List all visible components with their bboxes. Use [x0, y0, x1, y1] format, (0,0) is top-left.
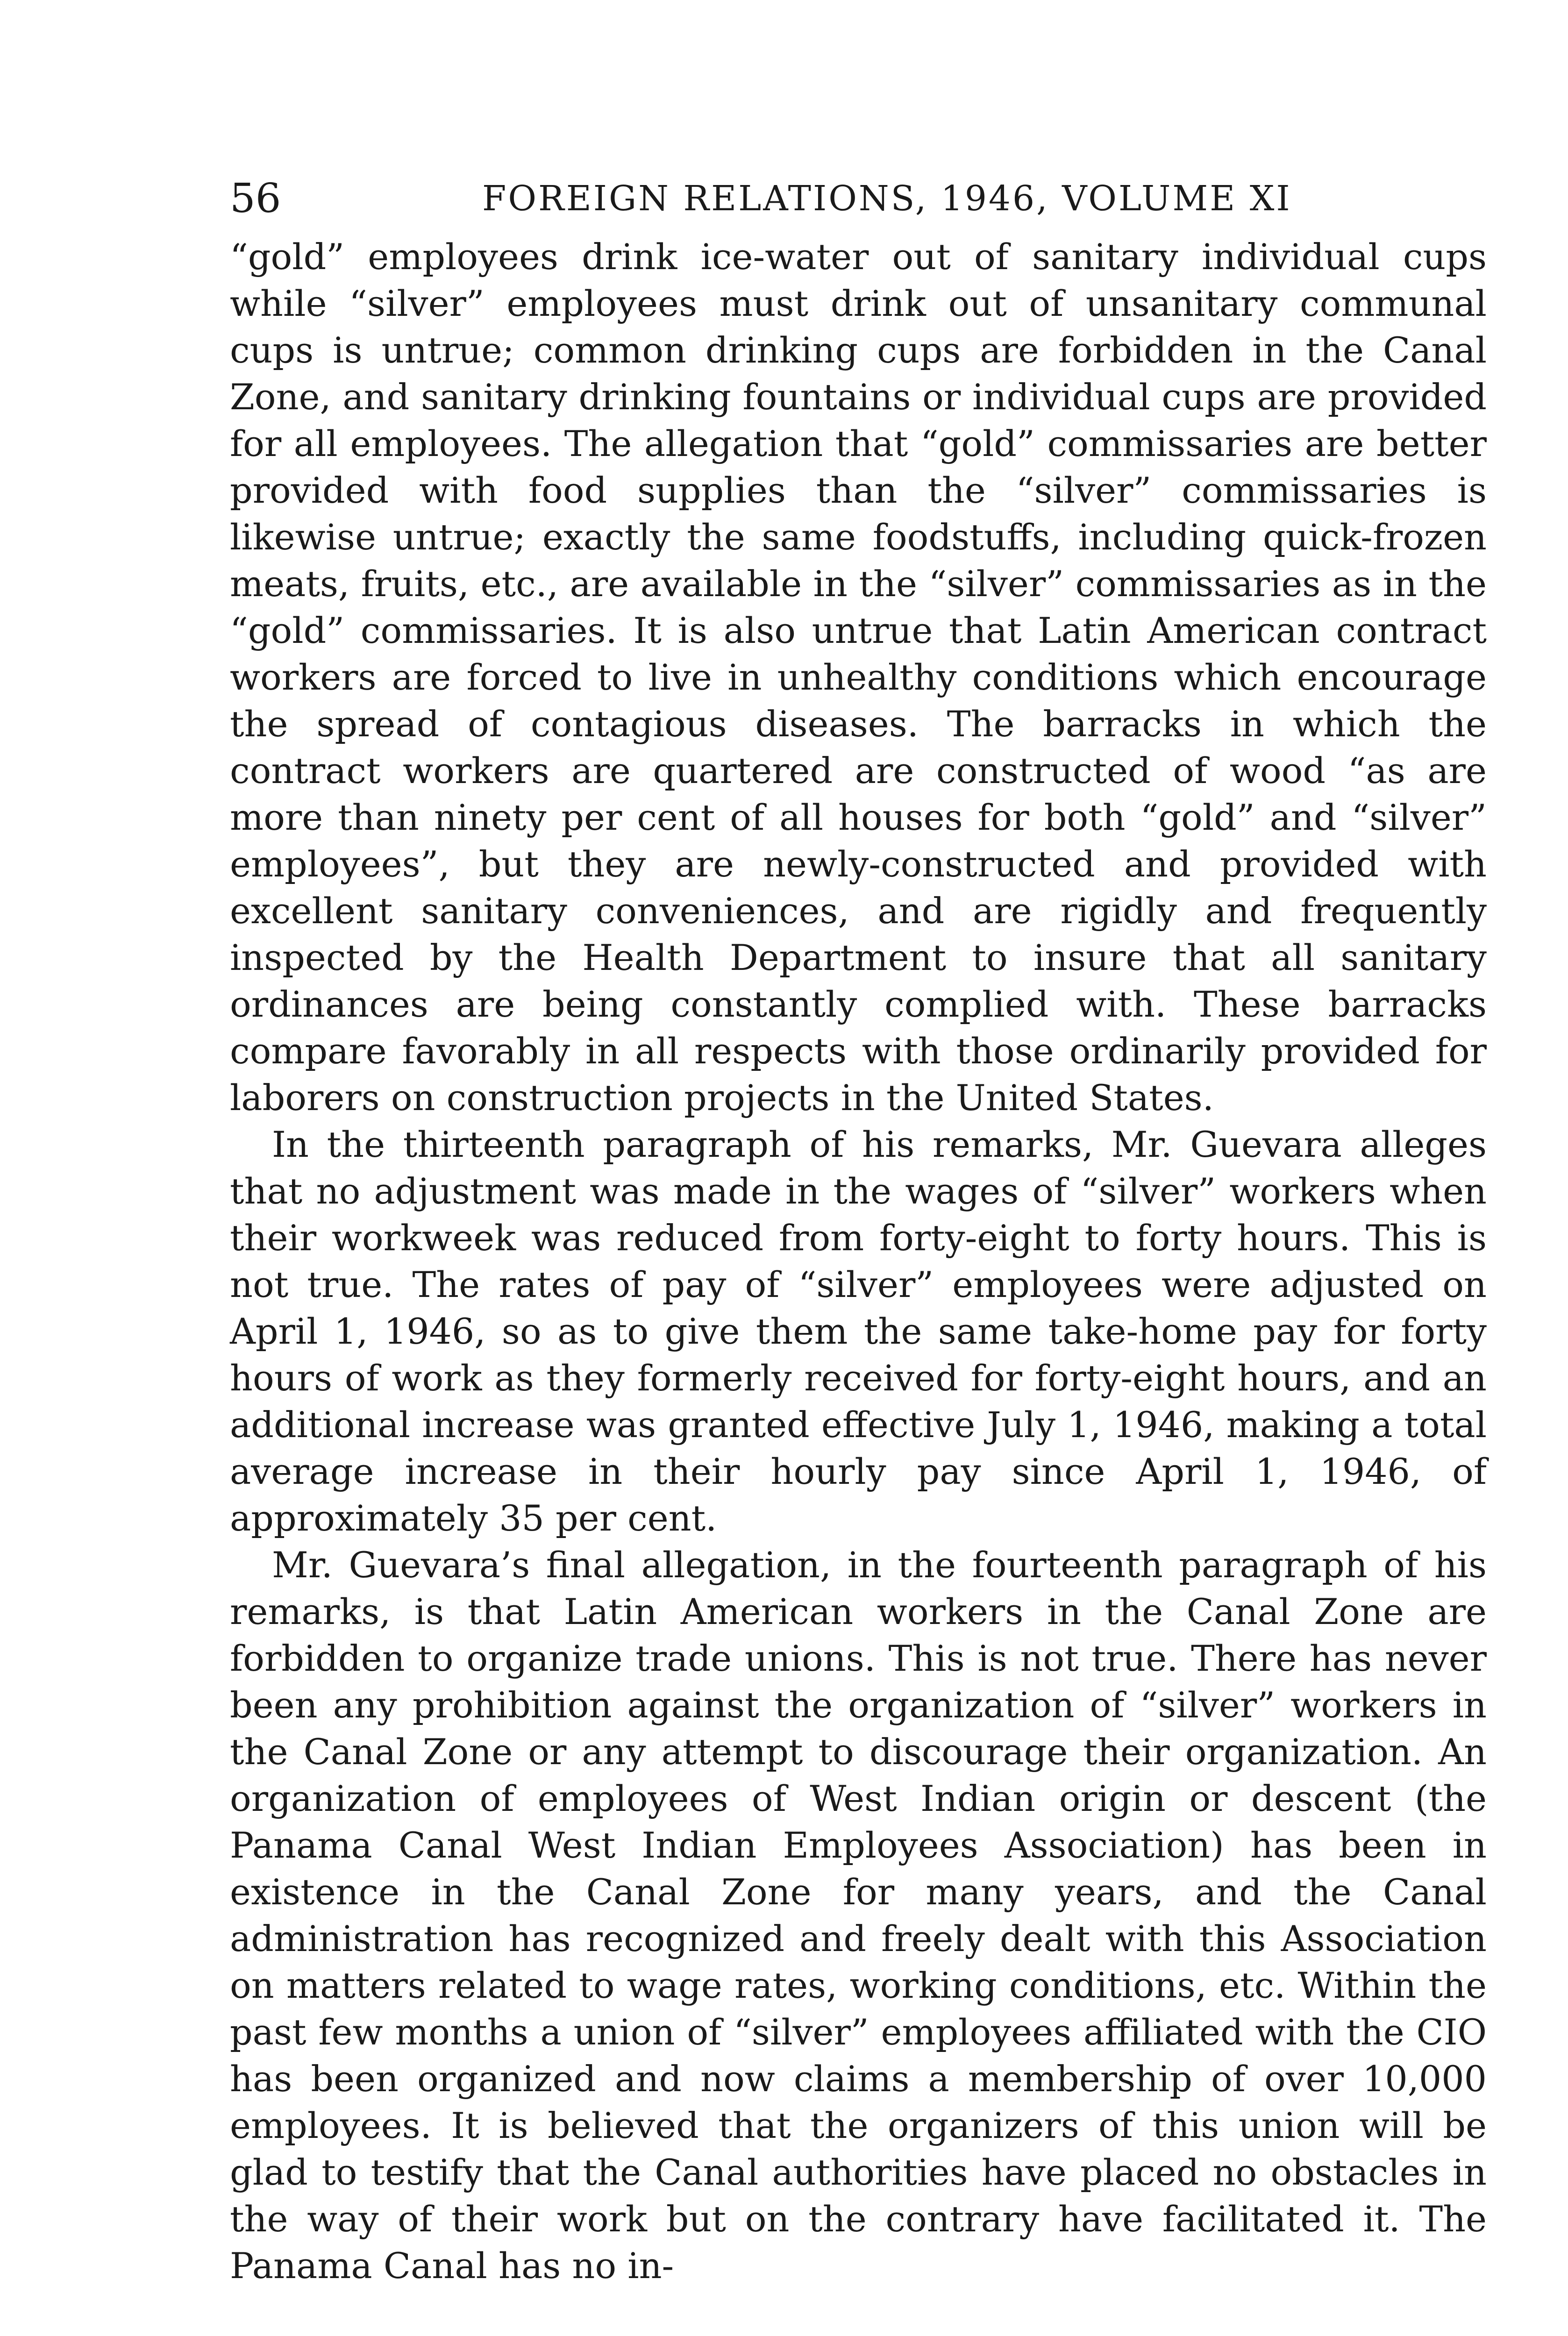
page-number: 56	[230, 175, 281, 222]
paragraph-wages: In the thirteenth paragraph of his remarks, Mr. Guevara alleges that no adjustment was made in the wages of “silver” workers when their workweek was reduced from forty-eight to forty hours. This is not true. The rates of pay of “silver” employees were adjusted on April 1, 1946, so as to give them the same take-home pay for forty hours of work as they formerly received for forty-eight hours, and an additional increase was granted effective July 1, 1946, making a total average increase in their hourly pay since April 1, 1946, of approximately 35 per cent.	[230, 1124, 1487, 1539]
body-text	[230, 234, 1487, 2289]
running-title: FOREIGN RELATIONS, 1946, VOLUME XI	[482, 178, 1292, 219]
paragraph-continued: “gold” employees drink ice-water out of sanitary individual cups while “silver” employees must drink out of unsanitary communal cups is untrue; common drinking cups are forbidden in the Canal Zone, and sanitary drinking fountains or individual cups are provided for all employees. The allegation that “gold” commissaries are better provided with food supplies than the “silver” commissaries is likewise untrue; exactly the same foodstuffs, including quick-frozen meats, fruits, etc., are available in the “silver” commissaries as in the “gold” commissaries. It is also untrue that Latin American contract workers are forced to live in unhealthy conditions which encourage the spread of contagious diseases. The barracks in which the contract workers are quartered are constructed of wood “as are more than ninety per cent of all houses for both “gold” and “silver” employees”, but they are newly-constructed and provided with excellent sanitary conveniences, and are rigidly and frequently inspected by the Health Department to insure that all sanitary ordinances are being constantly complied with. These barracks compare favorably in all respects with those ordinarily provided for laborers on construction projects in the United States.	[230, 236, 1487, 1118]
running-head	[230, 173, 1487, 224]
paragraph-unions: Mr. Guevara’s final allegation, in the fourteenth paragraph of his remarks, is that Latin American workers in the Canal Zone are forbidden to organize trade unions. This is not true. There has never been any prohibition against the organization of “silver” workers in the Canal Zone or any attempt to discourage their organization. An organization of employees of West Indian origin or descent (the Panama Canal West Indian Employees Association) has been in existence in the Canal Zone for many years, and the Canal administration has recognized and freely dealt with this Association on matters related to wage rates, working conditions, etc. Within the past few months a union of “silver” employees affiliated with the CIO has been organized and now claims a membership of over 10,000 employees. It is believed that the organizers of this union will be glad to testify that the Canal authorities have placed no obstacles in the way of their work but on the contrary have facilitated it. The Panama Canal has no in-	[230, 1544, 1487, 2286]
